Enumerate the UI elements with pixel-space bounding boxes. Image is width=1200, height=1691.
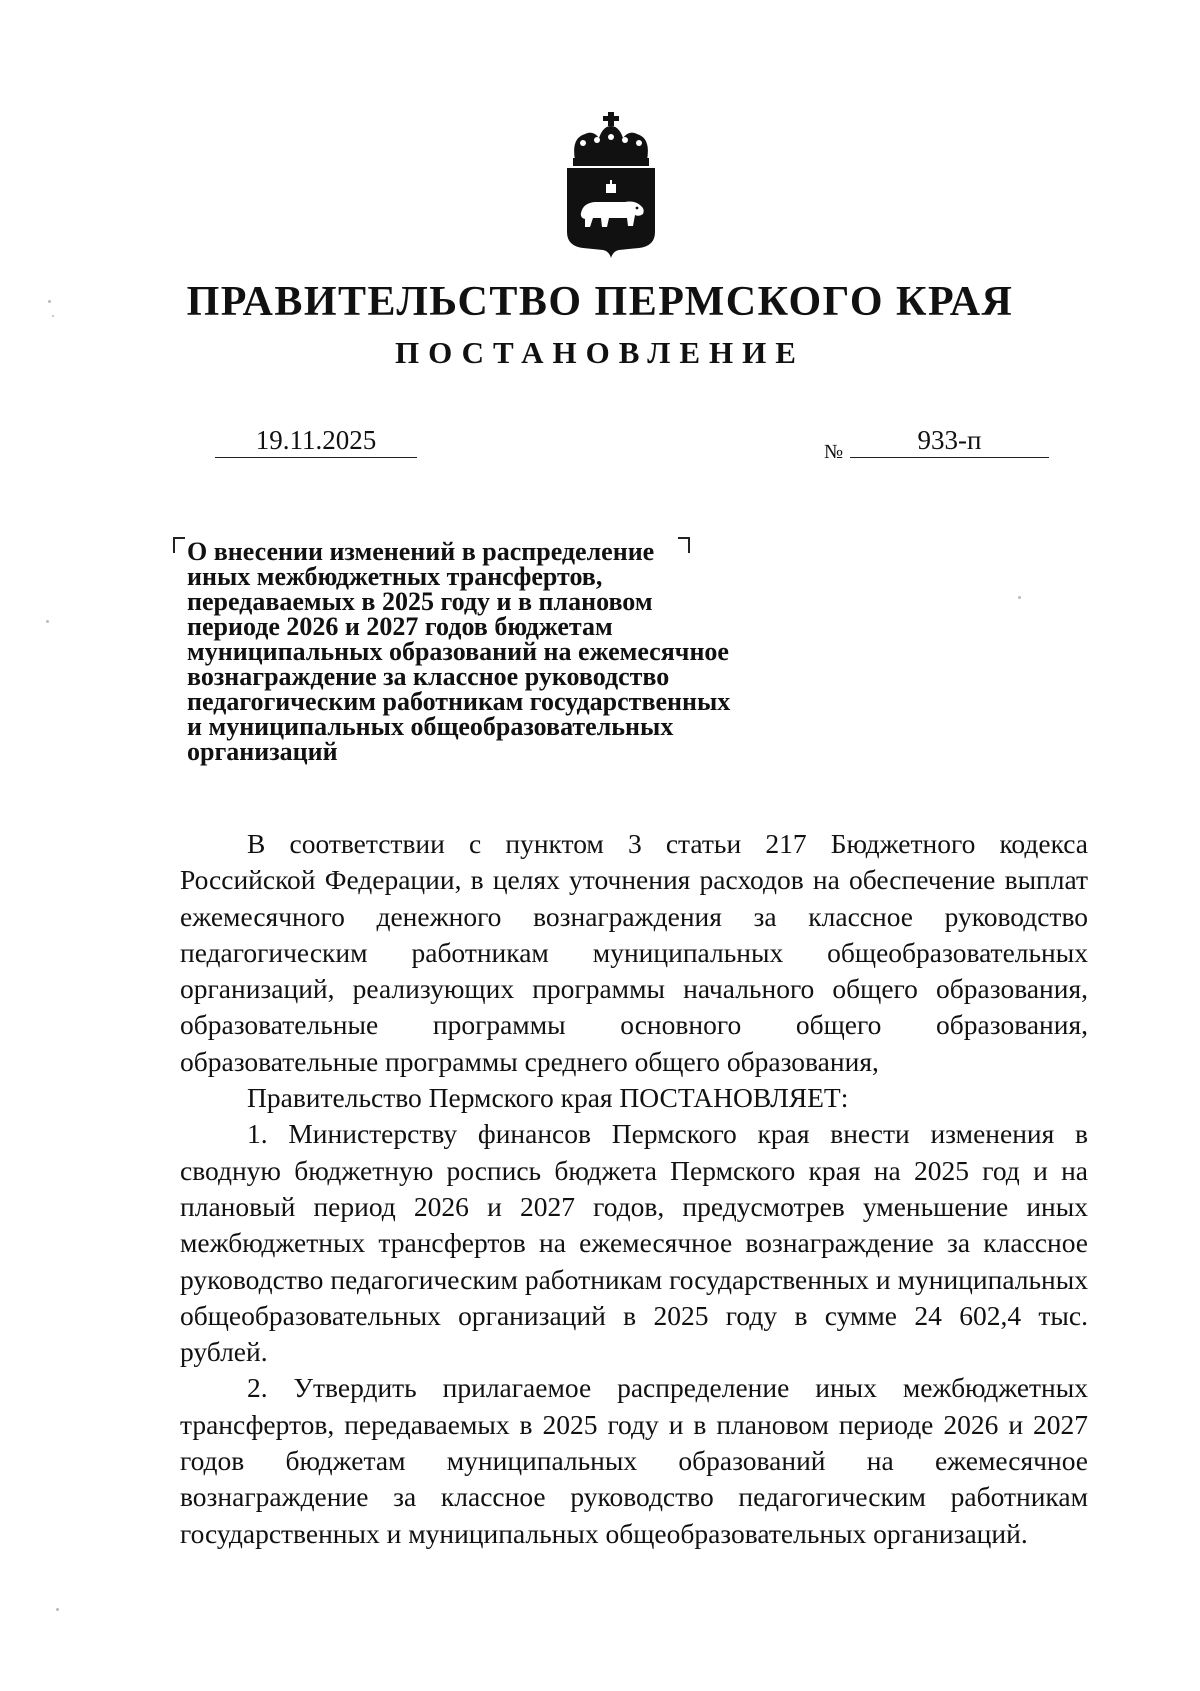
item-1-paragraph: 1. Министерству финансов Пермского края внести изменения в сводную бюджетную роспись бюджета Пермского края на 2025 год и на плановый период 2026 и 2027 годов, предусмотрев уменьшение иных межбюджетных трансфертов на ежемесячное вознаграждение за классное руководство педагогическим работникам государственных и муниципальных общеобразовательных организаций в 2025 году в сумме 24 602,4 тыс. рублей. [180, 1118, 1088, 1368]
scan-speck [56, 1608, 59, 1611]
scan-speck [46, 620, 49, 623]
scan-speck [48, 300, 51, 303]
number-sign: № [824, 441, 844, 463]
item-2-paragraph: 2. Утвердить прилагаемое распределение иных межбюджетных трансфертов, передаваемых в 2025 году и в плановом периоде 2026 и 2027 годов бюджетам муниципальных образований на ежемесячное вознаграждение за классное руководство педагогическим работникам государственных и муниципальных общеобразовательных организаций. [180, 1372, 1088, 1549]
subject-bracket-left [173, 537, 185, 553]
document-subject: О внесении изменений в распределение иных межбюджетных трансфертов, передаваемых в 2025 году и в плановом периоде 2026 и 2027 годов бюджетам муниципальных образований на ежемесячное вознаграждение за классное руководство педагогическим работникам государственных и муниципальных общеобразовательных организаций [187, 537, 731, 766]
preamble-paragraph: В соответствии с пунктом 3 статьи 217 Бюджетного кодекса Российской Федерации, в целях уточнения расходов на обеспечение выплат ежемесячного денежного вознаграждения за классное руководство педагогическим работникам муниципальных общеобразовательных организаций, реализующих программы начального общего образования, образовательные программы основного общего образования, образовательные программы среднего общего образования, [180, 828, 1088, 1077]
document-number-field [824, 423, 1049, 463]
scan-speck [52, 315, 54, 317]
document-number: 933-п [850, 423, 1049, 458]
organization-name: ПРАВИТЕЛЬСТВО ПЕРМСКОГО КРАЯ [186, 279, 1014, 325]
coat-of-arms-icon [563, 110, 659, 260]
resolves-paragraph: Правительство Пермского края ПОСТАНОВЛЯЕТ: [247, 1082, 849, 1114]
document-type: ПОСТАНОВЛЕНИЕ [395, 335, 805, 370]
document-body [180, 826, 1088, 1552]
document-date: 19.11.2025 [215, 423, 417, 458]
scan-speck [1018, 596, 1021, 599]
